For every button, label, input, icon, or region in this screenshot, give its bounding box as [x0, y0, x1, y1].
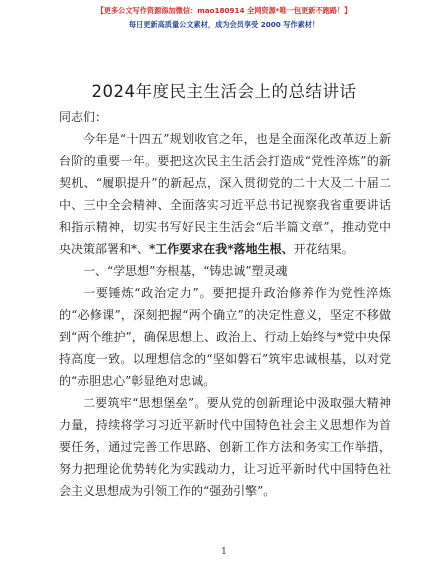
paragraph-intro — [59, 128, 391, 260]
paragraph-political: 一要锤炼“政治定力”。要把提升政治修养作为党性淬炼的“必修课”，深刻把握“两个确立”的决定性意义，坚定不移做到“两个维护”，确保思想上、政治上、行动上始终与*党中央保持高度一致。以理想信念的“坚如磐石”筑牢忠诚根基，以对党的“赤胆忠心”彰显绝对忠诚。 — [59, 286, 391, 388]
document-title: 2024年度民主生活会上的总结讲话 — [91, 82, 357, 101]
page-number: 1 — [221, 547, 227, 557]
banner-promo-line: 【更多公文写作资源添加微信：mao180914 全网资源*唯一包更新不跑路！】 — [96, 6, 352, 15]
section-heading: 一、“学思想”夯根基，“铸忠诚”塑灵魂 — [83, 264, 288, 278]
paragraph-intro-ending: 开花结果。 — [293, 242, 354, 256]
paragraph-ideology: 二要筑牢“思想堡垒”。要从党的创新理论中汲取强大精神力量，持续将学习习近平新时代中国特色社会主义思想作为首要任务，通过完善工作思路、创新工作方法和务实工作举措，努力把理论优势转化为实践动力，让习近平新时代中国特色社会主义思想成为引领工作的“强劲引擎”。 — [59, 396, 391, 498]
banner-update-line: 每日更新高质量公文素材，成为会员享受 2000 写作素材！ — [128, 20, 320, 29]
document-body — [59, 106, 391, 502]
header-banner — [0, 4, 448, 32]
salutation: 同志们： — [59, 110, 108, 124]
paragraph-intro-bold-text: *工作要求在我*落地生根、 — [149, 242, 294, 256]
paragraph-intro-text: 今年是“十四五”规划收官之年，也是全面深化改革迈上新台阶的重要一年。要把这次民主生活会打造成“党性淬炼”的新契机、“履职提升”的新起点，深入贯彻党的二十大及二十届二中、三中全会精神、全面落实习近平总书记视察我省重要讲话和指示精神，切实书写好民主生活会“后半篇文章”，推动党中央决策部署和*、 — [59, 132, 391, 256]
